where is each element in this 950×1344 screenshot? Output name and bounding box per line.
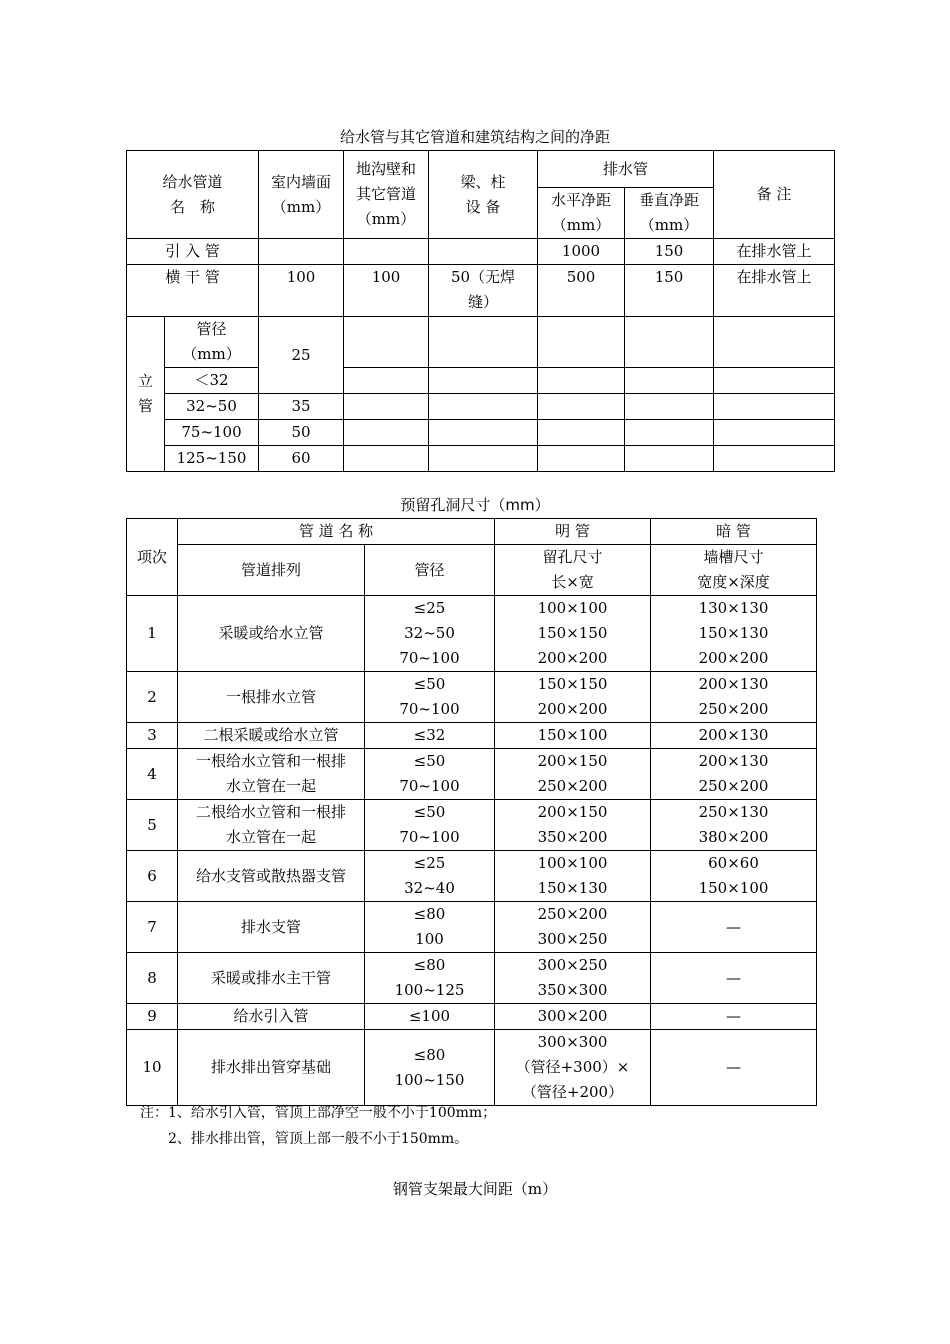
cell-empty xyxy=(429,420,538,446)
header-beam: 梁、柱 设 备 xyxy=(429,151,538,239)
riser-value: 35 xyxy=(259,394,344,420)
cell-empty xyxy=(538,394,625,420)
cell-horizontal: 1000 xyxy=(538,239,625,265)
cell-remark: 在排水管上 xyxy=(714,239,835,265)
cell-empty xyxy=(625,368,714,394)
cell-empty xyxy=(344,420,429,446)
cell-index: 5 xyxy=(127,800,178,851)
cell-empty xyxy=(344,368,429,394)
cell-diameter: ≤32 xyxy=(365,723,495,749)
cell-concealed-size: 250×130 380×200 xyxy=(651,800,817,851)
opening-size-table xyxy=(126,518,817,1106)
cell-empty xyxy=(344,317,429,368)
cell-empty xyxy=(714,394,835,420)
header-wall: 室内墙面 （mm） xyxy=(259,151,344,239)
header-trench: 地沟壁和 其它管道 （mm） xyxy=(344,151,429,239)
cell-trench xyxy=(344,239,429,265)
table-row xyxy=(127,596,817,672)
table-row xyxy=(127,723,817,749)
table-row xyxy=(127,239,835,265)
cell-arrangement: 排水排出管穿基础 xyxy=(178,1030,365,1106)
cell-concealed-size: 200×130 xyxy=(651,723,817,749)
cell-vertical: 150 xyxy=(625,239,714,265)
cell-index: 2 xyxy=(127,672,178,723)
table-row xyxy=(127,317,835,368)
header-exposed: 明 管 xyxy=(495,519,651,545)
notes xyxy=(140,1100,496,1152)
riser-size: ＜32 xyxy=(165,368,259,394)
cell-wall xyxy=(259,239,344,265)
cell-empty xyxy=(538,420,625,446)
cell-concealed-size: 200×130 250×200 xyxy=(651,749,817,800)
cell-diameter: ≤50 70~100 xyxy=(365,800,495,851)
table3-title: 钢管支架最大间距（m） xyxy=(392,1180,558,1198)
cell-diameter: ≤80 100~125 xyxy=(365,953,495,1004)
table-row xyxy=(127,420,835,446)
table-row xyxy=(127,953,817,1004)
header-pipe-name: 管 道 名 称 xyxy=(178,519,495,545)
cell-index: 6 xyxy=(127,851,178,902)
clearance-table xyxy=(126,150,835,472)
cell-beam: 50（无焊 缝） xyxy=(429,265,538,317)
cell-empty xyxy=(714,446,835,472)
riser-sub-header: 管径 （mm） xyxy=(165,317,259,368)
table-row xyxy=(127,446,835,472)
cell-diameter: ≤80 100~150 xyxy=(365,1030,495,1106)
cell-arrangement: 一根排水立管 xyxy=(178,672,365,723)
header-exposed-sub: 留孔尺寸 长×宽 xyxy=(495,545,651,596)
cell-concealed-size: — xyxy=(651,1004,817,1030)
cell-exposed-size: 100×100 150×150 200×200 xyxy=(495,596,651,672)
table1-title: 给水管与其它管道和建筑结构之间的净距 xyxy=(339,128,610,146)
cell-arrangement: 一根给水立管和一根排 水立管在一起 xyxy=(178,749,365,800)
header-vertical: 垂直净距 （mm） xyxy=(625,188,714,239)
cell-diameter: ≤50 70~100 xyxy=(365,672,495,723)
riser-label: 立 管 xyxy=(127,317,165,472)
table-row xyxy=(127,1004,817,1030)
table-row xyxy=(127,902,817,953)
cell-arrangement: 排水支管 xyxy=(178,902,365,953)
cell-diameter: ≤80 100 xyxy=(365,902,495,953)
header-concealed: 暗 管 xyxy=(651,519,817,545)
table-row xyxy=(127,800,817,851)
cell-beam xyxy=(429,239,538,265)
table-row xyxy=(127,368,835,394)
cell-concealed-size: 60×60 150×100 xyxy=(651,851,817,902)
cell-wall: 100 xyxy=(259,265,344,317)
cell-concealed-size: — xyxy=(651,1030,817,1106)
table-row xyxy=(127,851,817,902)
table2-title: 预留孔洞尺寸（mm） xyxy=(400,496,550,514)
cell-empty xyxy=(538,368,625,394)
header-index: 项次 xyxy=(127,519,178,596)
cell-arrangement: 采暖或给水立管 xyxy=(178,596,365,672)
riser-size: 32~50 xyxy=(165,394,259,420)
cell-empty xyxy=(429,317,538,368)
cell-name: 横 干 管 xyxy=(127,265,259,317)
cell-arrangement: 采暖或排水主干管 xyxy=(178,953,365,1004)
cell-horizontal: 500 xyxy=(538,265,625,317)
cell-arrangement: 二根采暖或给水立管 xyxy=(178,723,365,749)
cell-concealed-size: — xyxy=(651,902,817,953)
cell-exposed-size: 150×150 200×200 xyxy=(495,672,651,723)
table-row xyxy=(127,749,817,800)
cell-empty xyxy=(344,446,429,472)
cell-exposed-size: 100×100 150×130 xyxy=(495,851,651,902)
header-horizontal: 水平净距 （mm） xyxy=(538,188,625,239)
cell-vertical: 150 xyxy=(625,265,714,317)
header-pipe-name: 给水管道 名 称 xyxy=(127,151,259,239)
cell-name: 引 入 管 xyxy=(127,239,259,265)
table-row xyxy=(127,394,835,420)
cell-empty xyxy=(625,446,714,472)
cell-trench: 100 xyxy=(344,265,429,317)
cell-remark: 在排水管上 xyxy=(714,265,835,317)
cell-empty xyxy=(714,317,835,368)
cell-empty xyxy=(538,446,625,472)
cell-diameter: ≤25 32~50 70~100 xyxy=(365,596,495,672)
cell-arrangement: 给水支管或散热器支管 xyxy=(178,851,365,902)
table-row xyxy=(127,1030,817,1106)
cell-empty xyxy=(429,446,538,472)
cell-exposed-size: 250×200 300×250 xyxy=(495,902,651,953)
cell-index: 7 xyxy=(127,902,178,953)
table-row xyxy=(127,265,835,317)
header-remark: 备 注 xyxy=(714,151,835,239)
cell-index: 4 xyxy=(127,749,178,800)
riser-size: 125~150 xyxy=(165,446,259,472)
riser-wall-value: 25 xyxy=(259,317,344,394)
cell-exposed-size: 200×150 250×200 xyxy=(495,749,651,800)
cell-arrangement: 给水引入管 xyxy=(178,1004,365,1030)
cell-empty xyxy=(344,394,429,420)
header-concealed-sub: 墙槽尺寸 宽度×深度 xyxy=(651,545,817,596)
note-2: 2、排水排出管，管顶上部一般不小于150mm。 xyxy=(140,1131,469,1147)
cell-diameter: ≤25 32~40 xyxy=(365,851,495,902)
table-row xyxy=(127,672,817,723)
cell-exposed-size: 300×300 （管径+300）× （管径+200） xyxy=(495,1030,651,1106)
riser-value: 50 xyxy=(259,420,344,446)
cell-exposed-size: 300×250 350×300 xyxy=(495,953,651,1004)
header-diameter: 管径 xyxy=(365,545,495,596)
cell-empty xyxy=(714,420,835,446)
cell-exposed-size: 150×100 xyxy=(495,723,651,749)
cell-empty xyxy=(429,394,538,420)
cell-empty xyxy=(625,420,714,446)
header-drain: 排水管 xyxy=(538,151,714,188)
riser-value: 60 xyxy=(259,446,344,472)
cell-index: 10 xyxy=(127,1030,178,1106)
cell-diameter: ≤100 xyxy=(365,1004,495,1030)
cell-exposed-size: 200×150 350×200 xyxy=(495,800,651,851)
cell-concealed-size: — xyxy=(651,953,817,1004)
cell-concealed-size: 200×130 250×200 xyxy=(651,672,817,723)
cell-index: 8 xyxy=(127,953,178,1004)
cell-arrangement: 二根给水立管和一根排 水立管在一起 xyxy=(178,800,365,851)
cell-empty xyxy=(625,317,714,368)
cell-empty xyxy=(429,368,538,394)
header-arrangement: 管道排列 xyxy=(178,545,365,596)
cell-index: 3 xyxy=(127,723,178,749)
cell-empty xyxy=(714,368,835,394)
cell-empty xyxy=(538,317,625,368)
cell-concealed-size: 130×130 150×130 200×200 xyxy=(651,596,817,672)
riser-size: 75~100 xyxy=(165,420,259,446)
cell-empty xyxy=(625,394,714,420)
cell-index: 1 xyxy=(127,596,178,672)
cell-diameter: ≤50 70~100 xyxy=(365,749,495,800)
note-1: 注：1、给水引入管，管顶上部净空一般不小于100mm； xyxy=(140,1105,497,1121)
cell-index: 9 xyxy=(127,1004,178,1030)
cell-exposed-size: 300×200 xyxy=(495,1004,651,1030)
